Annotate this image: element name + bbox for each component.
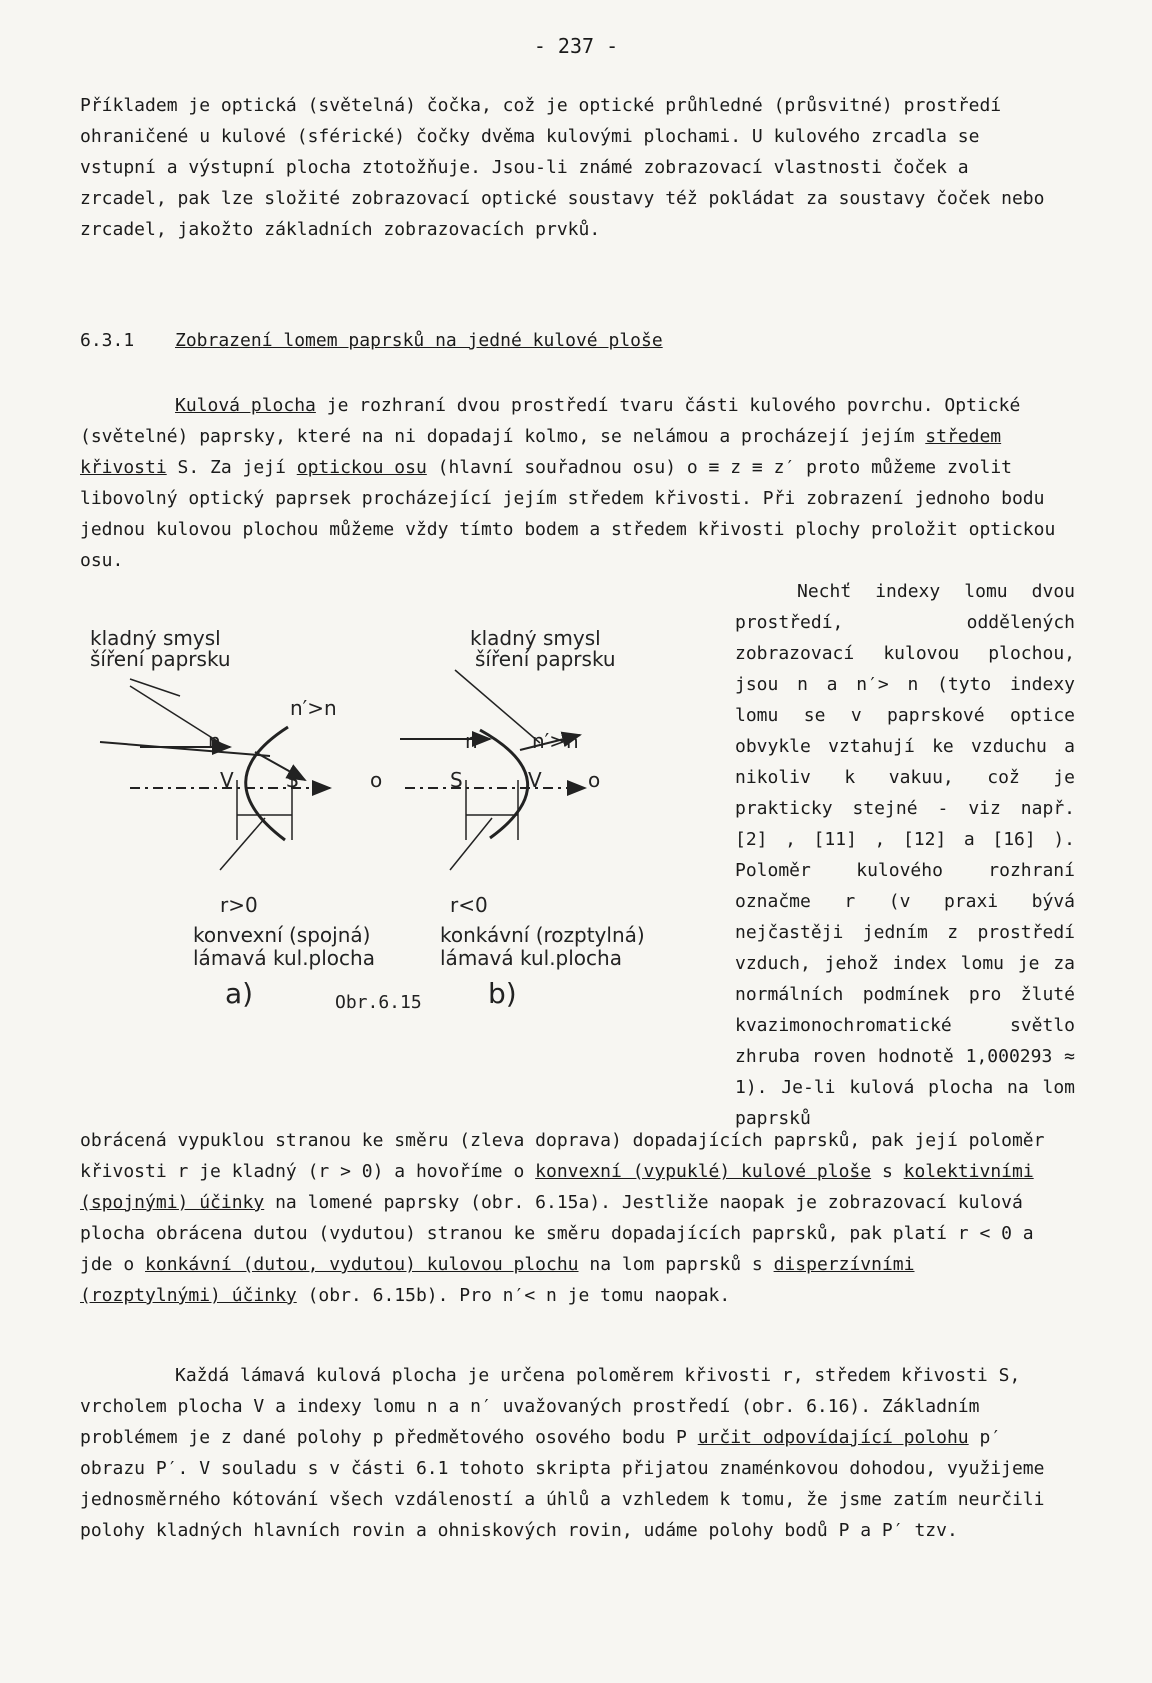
desc-convex-2: lámavá kul.plocha [193,946,375,970]
figure-6-15 [80,630,720,1070]
page-number: - 237 - [533,34,619,58]
pointer-line-a [100,742,270,756]
letter-a: a) [225,977,254,1010]
term-center-of-curvature: středem křivosti [80,426,1002,478]
label-positive-direction-b-1: kladný smysl [470,630,601,650]
term-spherical-surface: Kulová plocha [175,395,316,416]
label-r-a: r>0 [220,893,258,917]
paragraph-convex-concave [80,1125,1065,1311]
desc-concave-2: lámavá kul.plocha [440,946,622,970]
text-run: (hlavní souřadnou osu) o ≡ z ≡ z′ proto můžeme zvolit libovolný optický paprsek procházející jejím středem křivosti. Při zobrazení jednoho bodu jednou kulovou plochou můžeme vždy tímto bodem a středem křivosti plochy proložit optickou osu. [80,457,1056,571]
figure-caption: Obr.6.15 [335,992,422,1013]
label-n-b: n [465,729,478,753]
label-S-b: S [450,768,463,792]
term-collective-effects: kolektivními (spojnými) účinky [80,1161,1034,1213]
label-o-a: o [370,768,383,792]
side-column-text: Nechť indexy lomu dvou prostředí, oddělených zobrazovací kulovou plochou, jsou n a n′> n (tyto indexy lomu se v paprskové optice obvykle vztahují ke vzduchu a nikoliv k vakuu, což je prakticky stejné - viz např. [2] , [11] , [12] a [16] ). Poloměr kulového rozhraní označme r (v praxi bývá nejčastěji jedním z prostředí vzduch, jehož index lomu je za normálních podmínek pro žluté kvazimonochromatické světlo zhruba roven hodnotě 1,000293 ≈ 1). Je-li kulová plocha na lom paprsků [735,581,1075,1129]
label-n-prime-a: n′>n [290,696,337,720]
label-n-prime-b: n′>n [532,729,579,753]
paragraph-spherical-surface [80,390,1065,576]
radius-leader-b [450,818,492,870]
section-title: Zobrazení lomem paprsků na jedné kulové ploše [175,330,663,351]
paragraph-intro: Příkladem je optická (světelná) čočka, což je optické průhledné (průsvitné) prostředí ohraničené u kulové (sférické) čočky dvěma kulovými plochami. U kulového zrcadla se vstupní a výstupní plocha ztotožňuje. Jsou-li známé zobrazovací vlastnosti čoček a zrcadel, pak lze složité zobrazovací optické soustavy též pokládat za soustavy čoček nebo zrcadel, jakožto základních zobrazovacích prvků. [80,95,1045,240]
text-run: S. Za její [166,457,297,478]
text-run: na lomené paprsky (obr. 6.15a). Jestliže naopak je zobrazovací kulová plocha obrácena dutou (vydutou) stranou ke směru dopadajících paprsků, pak platí r < 0 a jde o [80,1192,1034,1275]
label-V-b: V [528,768,542,792]
term-dispersive-effects: disperzívními (rozptylnými) účinky [80,1254,915,1306]
section-number: 6.3.1 [80,330,135,351]
label-positive-direction-b-2: šíření paprsku [475,647,616,671]
text-run: je rozhraní dvou prostředí tvaru části kulového povrchu. Optické (světelné) paprsky, které na ni dopadají kolmo, se nelámou a procházejí jejím [80,395,1021,447]
convex-surface-a [246,727,288,840]
text-run: na lom paprsků s [578,1254,774,1275]
figure-drawing [80,630,720,1070]
desc-concave-1: konkávní (rozptylná) [440,923,645,947]
term-optical-axis: optickou osu [296,457,427,478]
text-run: s [871,1161,904,1182]
text-run: p′ obrazu P′. V souladu s v části 6.1 tohoto skripta přijatou znaménkovou dohodou, využijeme jednosměrného kótování všech vzdáleností a úhlů a vzhledem k tomu, že jsme zatím neurčili polohy kladných hlavních rovin a ohniskových rovin, udáme polohy bodů P a P′ tzv. [80,1427,1045,1541]
text-run: Každá lámavá kulová plocha je určena poloměrem křivosti r, středem křivosti S, vrcholem plocha V a indexy lomu n a n′ uvažovaných prostředí (obr. 6.16). Základním problémem je z dané polohy p předmětového osového bodu P [80,1365,1021,1448]
section-heading [80,330,780,351]
radius-leader-a [220,818,265,870]
label-r-b: r<0 [450,893,488,917]
term-concave-surface: konkávní (dutou, vydutou) kulovou plochu [145,1254,579,1275]
desc-convex-1: konvexní (spojná) [193,923,371,947]
label-positive-direction-a-2: šíření paprsku [90,647,231,671]
label-n-a: n [208,729,221,753]
concave-surface-b [480,730,528,838]
label-V-a: V [220,768,234,792]
leader-line-a [130,679,180,696]
label-positive-direction-a-1: kladný smysl [90,630,221,650]
label-o-b: o [588,768,601,792]
paragraph-refracting-surface [80,1360,1065,1546]
text-run: obrácená vypuklou stranou ke směru (zleva doprava) dopadajících paprsků, pak její poloměr křivosti r je kladný (r > 0) a hovoříme o [80,1130,1045,1182]
term-determine-position: určit odpovídající polohu [697,1427,969,1448]
text-run: (obr. 6.15b). Pro n′< n je tomu naopak. [296,1285,731,1306]
term-convex-surface: konvexní (vypuklé) kulové ploše [535,1161,872,1182]
letter-b: b) [488,977,517,1010]
label-S-a: S [286,768,299,792]
